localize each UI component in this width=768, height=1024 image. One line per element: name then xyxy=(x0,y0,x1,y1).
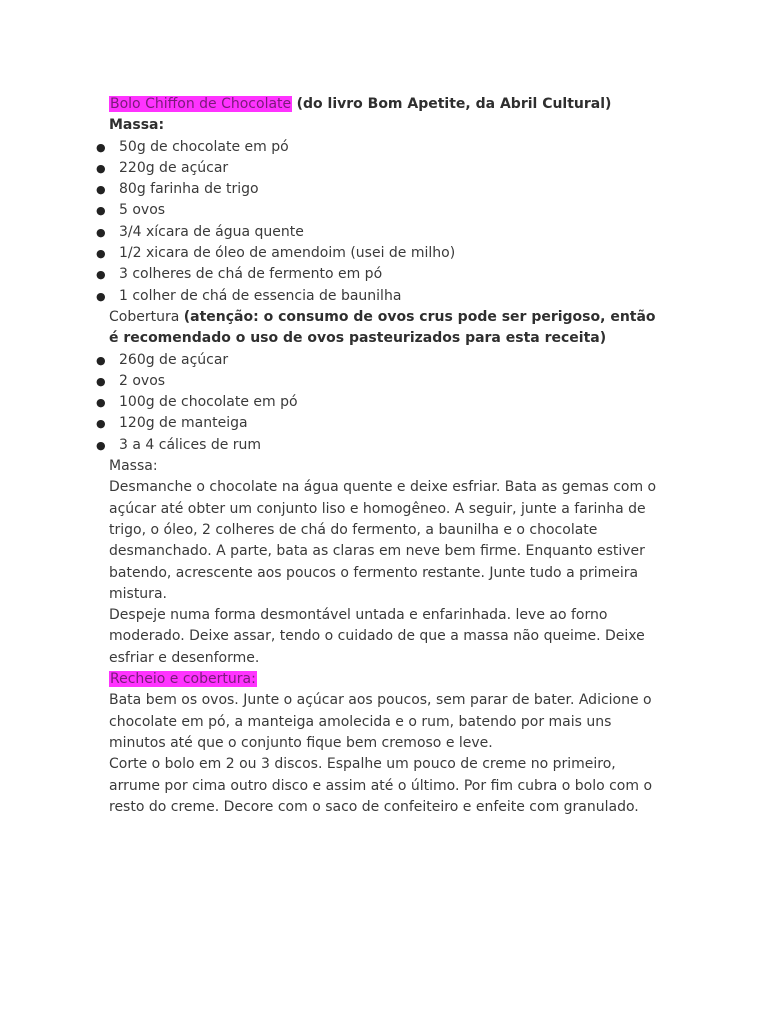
ingredient-text: 1/2 xicara de óleo de amendoim (usei de milho) xyxy=(119,245,456,262)
bullet-dot-icon: ● xyxy=(96,438,106,452)
recipe-title-highlight: Bolo Chiffon de Chocolate xyxy=(110,96,292,112)
bullet-dot-icon: ● xyxy=(96,183,106,197)
list-item xyxy=(96,158,669,179)
bullet-dot-icon: ● xyxy=(96,161,106,175)
massa-heading: Massa: xyxy=(109,117,165,134)
list-item xyxy=(96,243,669,264)
ingredient-text: 120g de manteiga xyxy=(119,415,248,432)
list-item xyxy=(96,137,669,158)
ingredient-text: 260g de açúcar xyxy=(119,351,229,368)
ingredient-text: 100g de chocolate em pó xyxy=(119,394,298,411)
ingredient-text: 220g de açúcar xyxy=(119,159,229,176)
list-item xyxy=(96,179,669,200)
bullet-dot-icon: ● xyxy=(96,353,106,367)
bullet-dot-icon: ● xyxy=(96,268,106,282)
ingredient-text: 1 colher de chá de essencia de baunilha xyxy=(119,287,402,304)
cobertura-label: Cobertura xyxy=(109,308,180,325)
list-item xyxy=(96,392,669,413)
cobertura-warning: (atenção: o consumo de ovos crus pode ser perigoso, então é recomendado o uso de ovos pasteurizados para esta receita) xyxy=(109,308,656,347)
list-item xyxy=(96,350,669,371)
ingredient-text: 3 colheres de chá de fermento em pó xyxy=(119,266,383,283)
list-item xyxy=(96,222,669,243)
list-item xyxy=(96,435,669,456)
list-item xyxy=(96,413,669,434)
recipe-title xyxy=(109,94,669,115)
list-item xyxy=(96,200,669,221)
bullet-dot-icon: ● xyxy=(96,289,106,303)
recipe-source: (do livro Bom Apetite, da Abril Cultural) xyxy=(296,96,612,112)
cobertura-ingredient-list xyxy=(96,350,669,456)
preparo-cobertura-heading-line xyxy=(109,669,669,690)
preparo-cobertura-heading: Recheio e cobertura: xyxy=(110,671,256,688)
ingredient-text: 3 a 4 cálices de rum xyxy=(119,436,262,453)
recipe-content xyxy=(96,94,669,818)
ingredient-text: 2 ovos xyxy=(119,372,166,389)
ingredient-text: 50g de chocolate em pó xyxy=(119,138,289,155)
ingredient-text: 3/4 xícara de água quente xyxy=(119,223,304,240)
bullet-dot-icon: ● xyxy=(96,417,106,431)
preparo-massa-heading: Massa: xyxy=(109,458,158,475)
bullet-dot-icon: ● xyxy=(96,204,106,218)
preparo-cobertura-paragraph-2: Corte o bolo em 2 ou 3 discos. Espalhe um pouco de creme no primeiro, arrume por cima outro disco e assim até o último. Por fim cubra o bolo com o resto do creme. Decore com o saco de confeiteiro e enfeite com granulado. xyxy=(109,756,653,815)
list-item xyxy=(96,264,669,285)
bullet-dot-icon: ● xyxy=(96,247,106,261)
preparo-massa-paragraph-1: Desmanche o chocolate na água quente e deixe esfriar. Bata as gemas com o açúcar até obter um conjunto liso e homogêneo. A seguir, junte a farinha de trigo, o óleo, 2 colheres de chá do fermento, a baunilha e o chocolate desmanchado. A parte, bata as claras em neve bem firme. Enquanto estiver batendo, acrescente aos poucos o fermento restante. Junte tudo a primeira mistura. xyxy=(109,479,657,602)
preparo-massa-paragraph-2: Despeje numa forma desmontável untada e enfarinhada. leve ao forno moderado. Deixe assar, tendo o cuidado de que a massa não queime. Deixe esfriar e desenforme. xyxy=(109,607,645,666)
massa-ingredient-list xyxy=(96,137,669,307)
list-item xyxy=(96,371,669,392)
list-item xyxy=(96,286,669,307)
ingredient-text: 80g farinha de trigo xyxy=(119,181,259,198)
bullet-dot-icon: ● xyxy=(96,140,106,154)
bullet-dot-icon: ● xyxy=(96,374,106,388)
bullet-dot-icon: ● xyxy=(96,225,106,239)
cobertura-line xyxy=(109,307,669,350)
bullet-dot-icon: ● xyxy=(96,396,106,410)
preparo-cobertura-paragraph-1: Bata bem os ovos. Junte o açúcar aos poucos, sem parar de bater. Adicione o chocolate em pó, a manteiga amolecida e o rum, batendo por mais uns minutos até que o conjunto fique bem cremoso e leve. xyxy=(109,692,652,751)
ingredient-text: 5 ovos xyxy=(119,202,166,219)
